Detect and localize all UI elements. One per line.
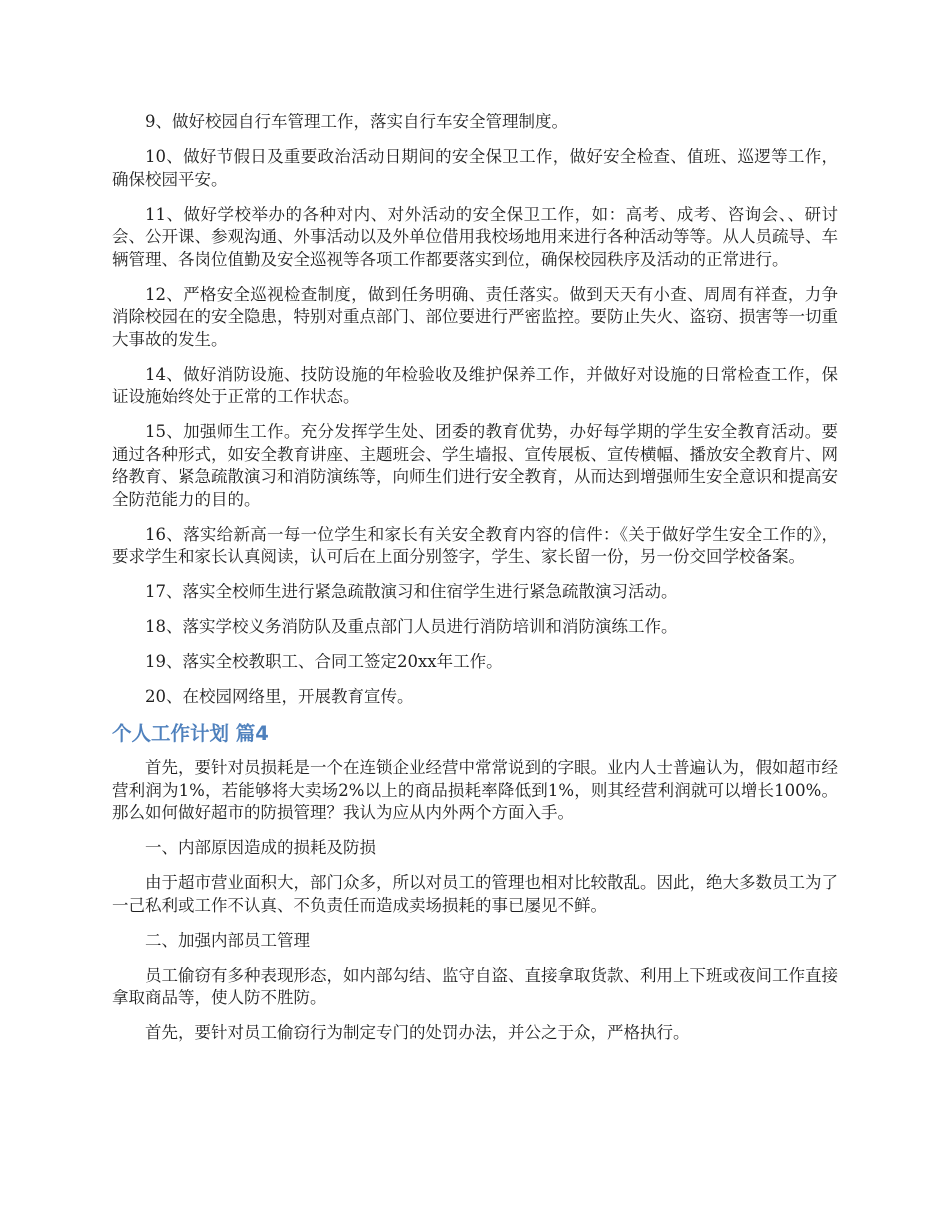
paragraph: 二、加强内部员工管理 xyxy=(145,930,310,950)
paragraph: 14、做好消防设施、技防设施的年检验收及维护保养工作，并做好对设施的日常检查工作，保证设施始终处于正常的工作状态。 xyxy=(112,364,838,406)
paragraph: 首先，要针对员损耗是一个在连锁企业经营中常常说到的字眼。业内人士普遍认为，假如超市经营利润为1%，若能够将大卖场2%以上的商品损耗率降低到1%，则其经营利润就可以增长100%。那么如何做好超市的防损管理？我认为应从内外两个方面入手。 xyxy=(112,758,838,822)
document-page xyxy=(112,111,838,1057)
paragraph: 首先，要针对员工偷窃行为制定专门的处罚办法，并公之于众，严格执行。 xyxy=(145,1023,690,1042)
paragraph: 11、做好学校举办的各种对内、对外活动的安全保卫工作，如：高考、成考、咨询会、、研讨会、公开课、参观沟通、外事活动以及外单位借用我校场地用来进行各种活动等等。从人员疏导、车辆管理、各岗位值勤及安全巡视等各项工作都要落实到位，确保校园秩序及活动的正常进行。 xyxy=(112,204,838,269)
paragraph: 12、严格安全巡视检查制度，做到任务明确、责任落实。做到天天有小查、周周有祥查，力争消除校园在的安全隐患，特别对重点部门、部位要进行严密监控。要防止失火、盗窃、损害等一切重大事故的发生。 xyxy=(112,284,838,349)
paragraph: 10、做好节假日及重要政治活动日期间的安全保卫工作，做好安全检查、值班、巡逻等工作，确保校园平安。 xyxy=(112,147,838,189)
paragraph: 15、加强师生工作。充分发挥学生处、团委的教育优势，办好每学期的学生安全教育活动。要通过各种形式，如安全教育讲座、主题班会、学生墙报、宣传展板、宣传横幅、播放安全教育片、网络教育、紧急疏散演习和消防演练等，向师生们进行安全教育，从而达到增强师生安全意识和提高安全防范能力的目的。 xyxy=(112,422,838,509)
paragraph: 由于超市营业面积大，部门众多，所以对员工的管理也相对比较散乱。因此，绝大多数员工为了一己私利或工作不认真、不负责任而造成卖场损耗的事已屡见不鲜。 xyxy=(112,873,838,915)
paragraph: 9、做好校园自行车管理工作，落实自行车安全管理制度。 xyxy=(145,112,568,131)
paragraph: 19、落实全校教职工、合同工签定20xx年工作。 xyxy=(145,652,503,671)
paragraph: 18、落实学校义务消防队及重点部门人员进行消防培训和消防演练工作。 xyxy=(145,617,678,636)
paragraph: 16、落实给新高一每一位学生和家长有关安全教育内容的信件：《关于做好学生安全工作的》，要求学生和家长认真阅读，认可后在上面分别签字，学生、家长留一份，另一份交回学校备案。 xyxy=(112,524,838,566)
paragraph: 一、内部原因造成的损耗及防损 xyxy=(145,838,376,857)
section-heading: 个人工作计划 篇4 xyxy=(112,722,269,745)
paragraph: 员工偷窃有多种表现形态，如内部勾结、监守自盗、直接拿取货款、利用上下班或夜间工作直接拿取商品等，使人防不胜防。 xyxy=(112,965,838,1007)
paragraph: 20、在校园网络里，开展教育宣传。 xyxy=(145,687,414,706)
paragraph: 17、落实全校师生进行紧急疏散演习和住宿学生进行紧急疏散演习活动。 xyxy=(145,582,678,601)
